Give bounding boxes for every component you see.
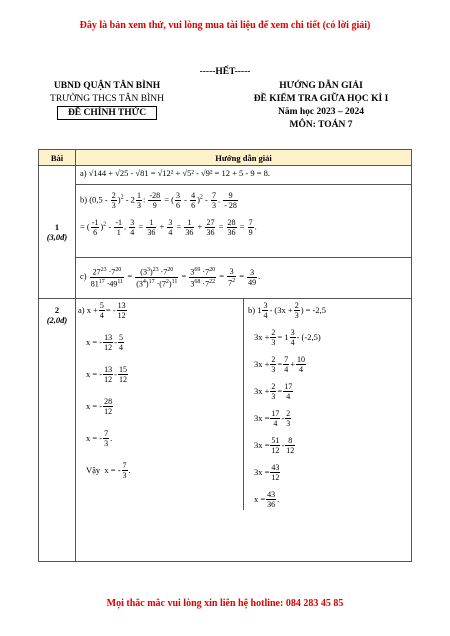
problem-2a: a) x + $\frac{5}{4}$ = - $\frac{13}{12}$ x = - $\frac{13}{12}$ - $\frac{5}{4}$ x = - $\frac{13}{12}$ - $\frac{15}{12}$ x = - $\frac{28}{12}$ x = - $\frac{7}{3}$ . Vậy x = - $\frac{7}{3}$ . xyxy=(76,299,244,510)
solution-table xyxy=(38,149,412,562)
end-mark: -----HẾT----- xyxy=(199,67,251,77)
problem-1b: b) (0,5 - $\frac{2}{3}$ )$^2$ - 2 $\frac{1}{3}$ : $\frac{-28}{9}$ = ( $\frac{3}{6}$ - $\frac{4}{6}$ )$^2$ - $\frac{7}{3}$ . $\frac{9}{- 28}$ = ( $\frac{-1}{6}$ )$^2$ - $\frac{-1}{1}$ . $\frac{3}{4}$ = $\frac{1}{36}$ + $\frac{3}{4}$ = $\frac{1}{36}$ + $\frac{27}{36}$ = $\frac{28}{36}$ = $\frac{7}{9}$ . xyxy=(76,185,412,258)
preview-banner: Đây là bản xem thử, vui lòng mua tài liệu để xem chi tiết (có lời giải) xyxy=(79,20,371,31)
bai-2-cell: 2 (2,0đ) xyxy=(39,299,76,562)
problem-2b: b) 1 $\frac{3}{4}$ - (3x + $\frac{2}{3}$ ) = -2,5 3x + $\frac{2}{3}$ = 1 $\frac{3}{4}$ - (-2,5) 3x + $\frac{2}{3}$ = $\frac{7}{4}$ + $\frac{10}{4}$ 3x + $\frac{2}{3}$ = $\frac{17}{4}$ 3x = $\frac{17}{4}$ - $\frac{2}{3}$ 3x = $\frac{51}{12}$ - $\frac{8}{12}$ 3x = $\frac{43}{12}$ x = $\frac{43}{36}$ . xyxy=(248,300,327,509)
col-header-bai: Bài xyxy=(39,150,76,166)
problem-1c: c) $\frac{27^{23} \cdot 7^{20}}{81^{17} \cdot 49^{11}}$ = $\frac{(3^3)^{23} \cdot 7^{20}}{(3^4)^{17} \cdot(7^2)^{11}}$ = $\frac{3^{69} \cdot 7^{20}}{3^{68} \cdot 7^{22}}$ = $\frac{3}{7^2}$ = $\frac{3}{49}$ . xyxy=(76,258,412,299)
bai-1-cell: 1 (3,0đ) xyxy=(39,166,76,299)
problem-1a: a) √144 + √25 - √81 = √12² + √5² - √9² = 12 + 5 - 9 = 8. xyxy=(76,166,412,185)
doc-title: HƯỚNG DẪN GIẢI xyxy=(279,81,363,91)
exam-title: ĐỀ KIỂM TRA GIỮA HỌC KÌ I xyxy=(253,94,389,104)
problem-2 xyxy=(76,299,412,562)
subject: MÔN: TOÁN 7 xyxy=(289,120,353,130)
official-label: ĐỀ CHÍNH THỨC xyxy=(57,106,157,120)
school-name: TRƯỜNG THCS TÂN BÌNH xyxy=(50,94,164,104)
col-header-solution: Hướng dẫn giải xyxy=(76,150,412,166)
school-year: Năm học 2023 – 2024 xyxy=(277,107,365,117)
exam-header xyxy=(206,80,436,132)
school-header xyxy=(22,80,192,120)
hotline-footer: Mọi thắc mắc vui lòng xin liên hệ hotline: 084 283 45 85 xyxy=(106,598,344,609)
district-name: UBND QUẬN TÂN BÌNH xyxy=(53,81,161,91)
